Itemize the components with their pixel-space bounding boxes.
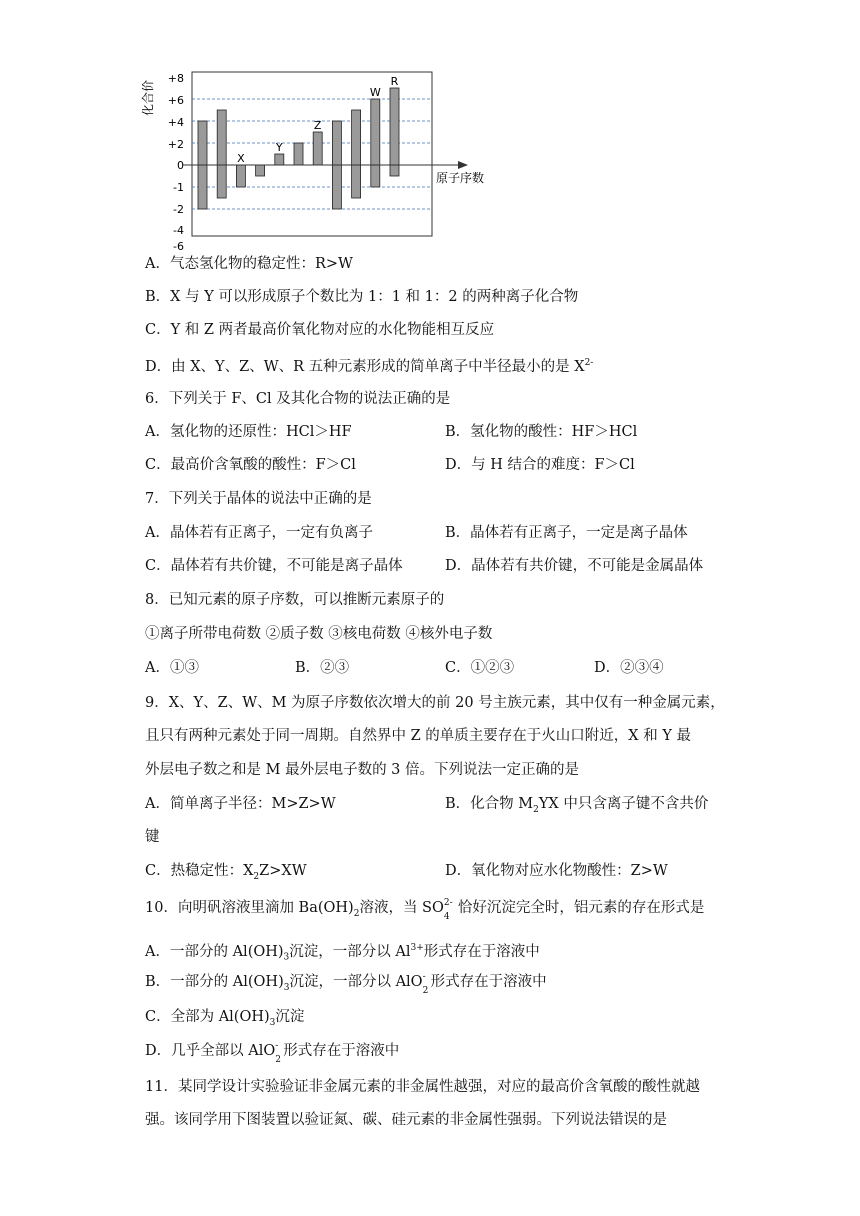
bar-element-label: Z [313,119,322,132]
valence-bar [313,132,322,165]
q10-option-a [145,938,540,968]
y-tick-label: -2 [173,203,184,216]
q5-option-d [145,353,593,377]
q10-d-sub: 2 [275,1055,281,1065]
q8-option-a: A．①③ [145,660,199,676]
q10-c-sub: 3 [269,1017,276,1028]
q9-option-b [445,794,708,820]
x-axis-arrow-icon [458,161,468,169]
chart-y-label: 化合价 [141,79,155,117]
q10-option-d [145,1041,400,1065]
q9-b-sub: 2 [533,804,539,815]
q10-a-post: 形式存在于溶液中 [423,943,540,960]
q6-option-d: D．与 H 结合的难度：F＞Cl [445,457,635,473]
sulfate-sub: 4 [443,912,450,922]
q7-option-d: D．晶体若有共价键，不可能是金属晶体 [445,558,704,574]
q8-option-c: C．①②③ [445,660,515,676]
q10-a-mid: 沉淀，一部分以 Al [289,943,411,960]
q8-stem: 8．已知元素的原子序数，可以推断元素原子的 [145,592,445,608]
q11-stem-line1: 11．某同学设计实验验证非金属元素的非金属性越强，对应的最高价含氧酸的酸性就越 [145,1079,700,1095]
sulfate-sup: 2- [443,898,453,908]
q10-a-sup: 3+ [410,943,424,953]
q5-option-b: B．X 与 Y 可以形成原子个数比为 1：1 和 1：2 的两种离子化合物 [145,289,579,305]
y-tick-label: -6 [173,240,184,250]
q9-b-pre: B．化合物 M [445,796,534,812]
q10-stem [145,898,704,924]
y-tick-label: -4 [173,224,184,237]
bar-element-label: X [237,152,245,165]
q10-d-pre: D．几乎全部以 AlO [145,1043,276,1059]
y-tick-label: +8 [167,72,184,85]
q10-b-sup: - [422,972,426,982]
y-tick-label: 0 [177,159,184,172]
q8-option-d: D．②③④ [594,660,664,676]
q9-stem-line1: 9．X、Y、Z、W、M 为原子序数依次增大的前 20 号主族元素，其中仅有一种金属元素， [145,695,725,711]
q6-option-a: A．氢化物的还原性：HCl＞HF [145,424,352,440]
aluminate-charge-d [275,1041,283,1065]
y-tick-label: +4 [167,116,184,129]
q10-b-mid: 沉淀，一部分以 AlO [289,974,423,990]
q6-stem: 6．下列关于 F、Cl 及其化合物的说法正确的是 [145,391,451,407]
valence-bar [275,154,284,165]
q9-option-d: D．氧化物对应水化物酸性：Z>W [445,863,668,879]
q8-items: ①离子所带电荷数 ②质子数 ③核电荷数 ④核外电子数 [145,626,493,642]
valence-bar [390,88,399,176]
q8-option-b: B．②③ [295,660,350,676]
q10-b-sub2: 2 [422,986,429,996]
q10-stem-mid: 溶液，当 SO [359,900,444,916]
valence-bar [256,165,265,176]
q10-c-pre: C．全部为 Al(OH) [145,1009,270,1025]
q9-option-b-wrap: 键 [145,829,160,845]
q7-option-b: B．晶体若有正离子，一定是离子晶体 [445,525,688,541]
q7-stem: 7．下列关于晶体的说法中正确的是 [145,491,372,507]
q7-option-a: A．晶体若有正离子，一定有负离子 [145,525,373,541]
valence-chart [140,60,520,250]
q6-option-b: B．氢化物的酸性：HF＞HCl [445,424,638,440]
q9-stem-line3: 外层电子数之和是 M 最外层电子数的 3 倍。下列说法一定正确的是 [145,762,580,778]
q9-c-pre: C．热稳定性：X [145,863,254,879]
q5-d-text: D．由 X、Y、Z、W、R 五种元素形成的简单离子中半径最小的是 X [145,358,585,375]
q10-d-post: 形式存在于溶液中 [283,1043,400,1059]
q10-a-sub: 3 [283,952,290,963]
q9-option-c [145,861,307,887]
q9-stem-line2: 且只有两种元素处于同一周期。自然界中 Z 的单质主要存在于火山口附近，X 和 Y 最 [145,728,692,744]
valence-bar [294,143,303,165]
q5-d-sup: 2- [584,358,594,368]
valence-bar [236,165,245,187]
q9-b-post: YX 中只含离子键不含共价 [538,796,709,812]
q9-option-a: A．简单离子半径：M>Z>W [145,796,336,812]
aluminate-charge [422,972,431,996]
y-tick-label: -1 [173,181,184,194]
q5-option-a: A．气态氢化物的稳定性：R>W [145,256,353,272]
valence-bar [371,99,380,187]
y-tick-label: +2 [167,138,184,151]
q6-option-c: C．最高价含氧酸的酸性：F＞Cl [145,457,356,473]
valence-bar [352,110,361,198]
chart-x-label: 原子序数 [436,171,485,185]
q7-option-c: C．晶体若有共价键，不可能是离子晶体 [145,558,403,574]
bar-element-label: W [369,86,381,99]
q10-c-post: 沉淀 [275,1009,305,1025]
q10-stem-pre: 10．向明矾溶液里滴加 Ba(OH) [145,900,354,916]
q10-option-b [145,972,547,998]
q10-d-sup: - [275,1041,279,1051]
sulfate-charge [443,898,458,922]
q5-option-c: C．Y 和 Z 两者最高价氧化物对应的水化物能相互反应 [145,322,495,338]
q11-stem-line2: 强。该同学用下图装置以验证氮、碳、硅元素的非金属性强弱。下列说法错误的是 [145,1112,667,1128]
q10-b-pre: B．一部分的 Al(OH) [145,974,284,990]
q10-a-pre: A．一部分的 Al(OH) [145,943,284,960]
q10-b-sub: 3 [283,982,290,993]
bar-element-label: Y [275,141,283,154]
q9-c-post: Z>XW [259,863,307,879]
valence-bar [217,110,226,198]
q10-stem-sub: 2 [353,908,360,919]
q10-b-post: 形式存在于溶液中 [430,974,547,990]
q10-stem-post: 恰好沉淀完全时，铝元素的存在形式是 [457,900,705,916]
q9-c-sub: 2 [253,871,260,882]
q10-option-c [145,1007,304,1033]
bar-element-label: R [390,75,399,88]
y-tick-label: +6 [167,94,184,107]
